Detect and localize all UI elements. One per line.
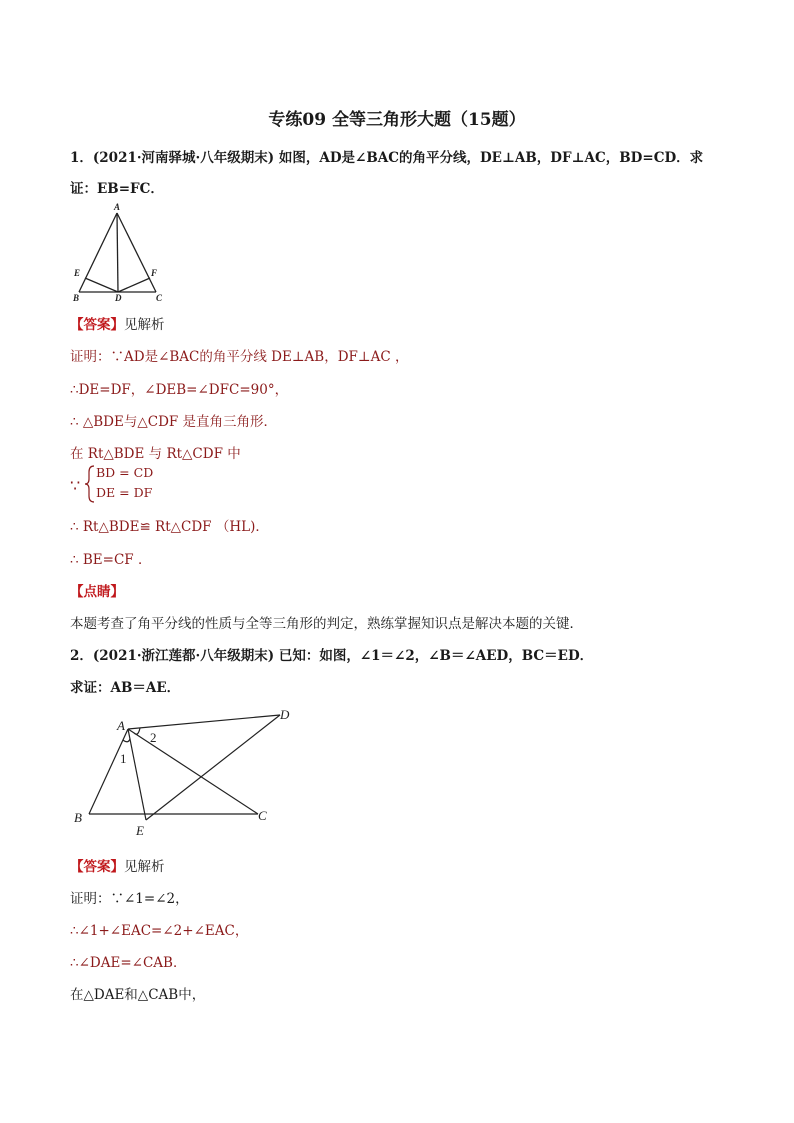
q1-seg-AB [79, 213, 117, 292]
q1-label-D: D [115, 293, 122, 303]
q2-angle1-arc [123, 739, 130, 742]
q2-label-A: A [117, 718, 125, 733]
q1-proof-line4: 在 Rt△BDE 与 Rt△CDF 中 [70, 446, 241, 462]
q1-comment-tag: 【点睛】 [70, 584, 124, 600]
q1-label-C: C [156, 293, 163, 303]
q1-statement-line2: 证：EB=FC． [70, 181, 164, 197]
q1-brace-eq1: BD = CD [96, 465, 154, 480]
q1-label-E: E [74, 268, 81, 278]
q1-because-symbol: ∵ [70, 476, 81, 495]
q1-brace [84, 464, 96, 504]
q2-seg-ED [146, 715, 280, 820]
q1-label-A: A [114, 202, 121, 212]
q2-seg-AE [128, 729, 146, 820]
q2-figure [68, 703, 304, 841]
q1-comment: 本题考查了角平分线的性质与全等三角形的判定，熟练掌握知识点是解决本题的关键． [70, 616, 583, 632]
q1-proof-line2: ∴DE=DF，∠DEB=∠DFC=90°， [70, 382, 289, 398]
q1-label-B: B [73, 293, 80, 303]
q2-statement-line1: 2．(2021·浙江莲都·八年级期末) 已知：如图，∠1＝∠2，∠B＝∠AED，BC＝ED． [70, 648, 594, 664]
q1-statement-line1: 1．(2021·河南驿城·八年级期末) 如图，AD是∠BAC的角平分线，DE⊥AB，DF⊥AC，BD=CD．求 [70, 150, 704, 166]
q1-seg-AD [117, 213, 118, 292]
q1-seg-DF [118, 278, 150, 292]
q2-proof-line2: ∴∠1+∠EAC=∠2+∠EAC， [70, 923, 249, 939]
q2-label-B: B [74, 810, 82, 825]
page-title: 专练09 全等三角形大题（15题） [268, 110, 526, 130]
q2-proof-line1: 证明：∵∠1=∠2， [70, 891, 189, 907]
q1-label-F: F [151, 268, 158, 278]
q2-label-angle1: 1 [120, 751, 127, 766]
q2-seg-AC [128, 729, 258, 814]
q2-proof-line4: 在△DAE和△CAB中， [70, 987, 206, 1003]
q2-label-angle2: 2 [150, 730, 157, 745]
q2-answer: 【答案】见解析 [70, 859, 165, 875]
q1-proof-line3: ∴ △BDE与△CDF 是直角三角形． [70, 414, 278, 430]
q1-answer: 【答案】见解析 [70, 317, 165, 333]
q1-seg-AC [117, 213, 156, 292]
q2-label-D: D [280, 707, 290, 722]
q2-label-C: C [258, 808, 267, 823]
q1-seg-DE [85, 278, 118, 292]
q1-proof-line7: ∴ Rt△BDE≌ Rt△CDF （HL)． [70, 519, 269, 535]
q1-figure [68, 200, 173, 306]
q1-brace-eq2: DE = DF [96, 485, 153, 500]
q1-proof-line1: 证明：∵AD是∠BAC的角平分线 DE⊥AB，DF⊥AC ， [70, 349, 409, 365]
q2-seg-AD [128, 715, 280, 729]
q2-proof-line3: ∴∠DAE=∠CAB． [70, 955, 187, 971]
q1-proof-line8: ∴ BE=CF ． [70, 552, 152, 568]
q2-statement-line2: 求证：AB＝AE． [70, 680, 181, 696]
q2-label-E: E [136, 823, 144, 838]
q2-seg-AB [89, 729, 128, 814]
